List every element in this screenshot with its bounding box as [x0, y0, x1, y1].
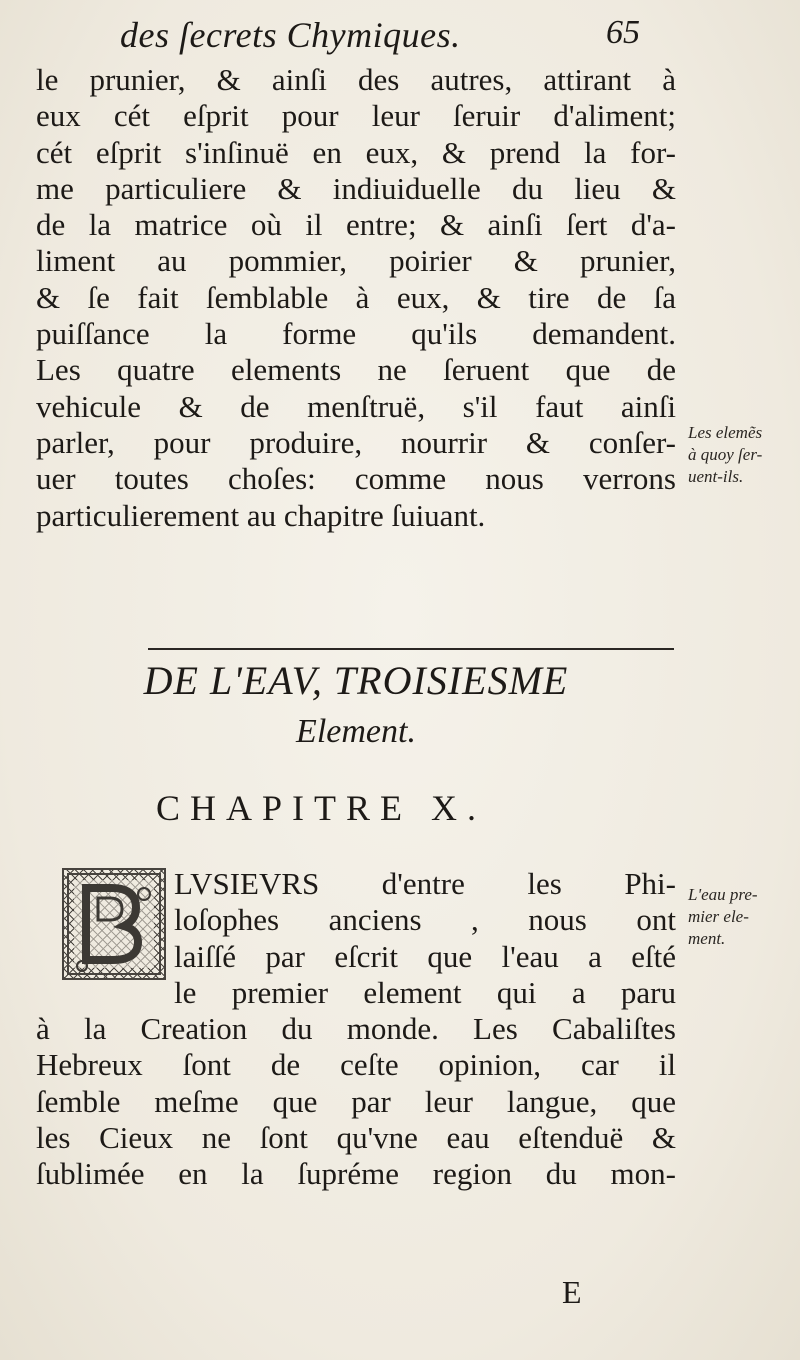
paragraph-2-indented: [174, 866, 676, 1011]
chapter-subheading: Element.: [296, 713, 416, 750]
running-head: [120, 14, 640, 64]
text-line: eux cét eſprit pour leur ſeruir d'aliment;: [36, 98, 676, 134]
signature-mark: E: [562, 1274, 582, 1310]
margin-note-line: L'eau pre-: [688, 885, 758, 904]
section-divider: [148, 648, 674, 650]
text-line: le prunier, & ainſi des autres, attirant à: [36, 62, 676, 97]
text-line: uer toutes choſes: comme nous verrons: [36, 461, 676, 497]
text-line: LVSIEVRS d'entre les Phi-: [174, 866, 676, 901]
text-line: laiſſé par eſcrit que l'eau a eſté: [174, 938, 676, 974]
text-line: le premier element qui a paru: [174, 974, 676, 1010]
text-line: les Cieux ne ſont qu'vne eau eſtenduë &: [36, 1119, 676, 1155]
margin-note-line: Les elemẽs: [688, 423, 763, 442]
text-line: ſublimée en la ſupréme region du mon-: [36, 1156, 676, 1192]
margin-note-water: [688, 884, 758, 950]
text-line: me particuliere & indiuiduelle du lieu &: [36, 170, 676, 206]
margin-note-line: mier ele-: [688, 907, 749, 926]
margin-note-elements: [688, 422, 762, 488]
text-line: ſemble meſme que par leur langue, que: [36, 1083, 676, 1119]
margin-note-line: uent-ils.: [688, 467, 744, 486]
text-line: puiſſance la forme qu'ils demandent.: [36, 316, 676, 352]
text-line: Hebreux ſont de ceſte opinion, car il: [36, 1047, 676, 1083]
text-line: parler, pour produire, nourrir & conſer-: [36, 424, 676, 460]
margin-note-line: à quoy ſer-: [688, 445, 763, 464]
chapter-number: CHAPITRE X.: [156, 788, 487, 828]
running-title: des ſecrets Chymiques.: [120, 15, 461, 55]
text-line: & ſe fait ſemblable à eux, & tire de ſa: [36, 279, 676, 315]
text-line: cét eſprit s'inſinuë en eux, & prend la for-: [36, 134, 676, 170]
text-line: Les quatre elements ne ſeruent que de: [36, 352, 676, 388]
text-line: à la Creation du monde. Les Cabaliſtes: [36, 1011, 676, 1046]
paragraph-2-full: [36, 1011, 676, 1192]
ornamental-initial-icon: [62, 868, 166, 980]
text-line: liment au pommier, poirier & prunier,: [36, 243, 676, 279]
text-line: loſophes anciens , nous ont: [174, 902, 676, 938]
paragraph-1: [36, 62, 676, 534]
text-line: vehicule & de menſtruë, s'il faut ainſi: [36, 388, 676, 424]
text-line: particulierement au chapitre ſuiuant.: [36, 497, 486, 533]
text-line: de la matrice où il entre; & ainſi ſert d'a-: [36, 207, 676, 243]
margin-note-line: ment.: [688, 929, 726, 948]
chapter-heading: DE L'EAV, TROISIESME: [143, 658, 569, 703]
page-number: 65: [606, 14, 640, 51]
